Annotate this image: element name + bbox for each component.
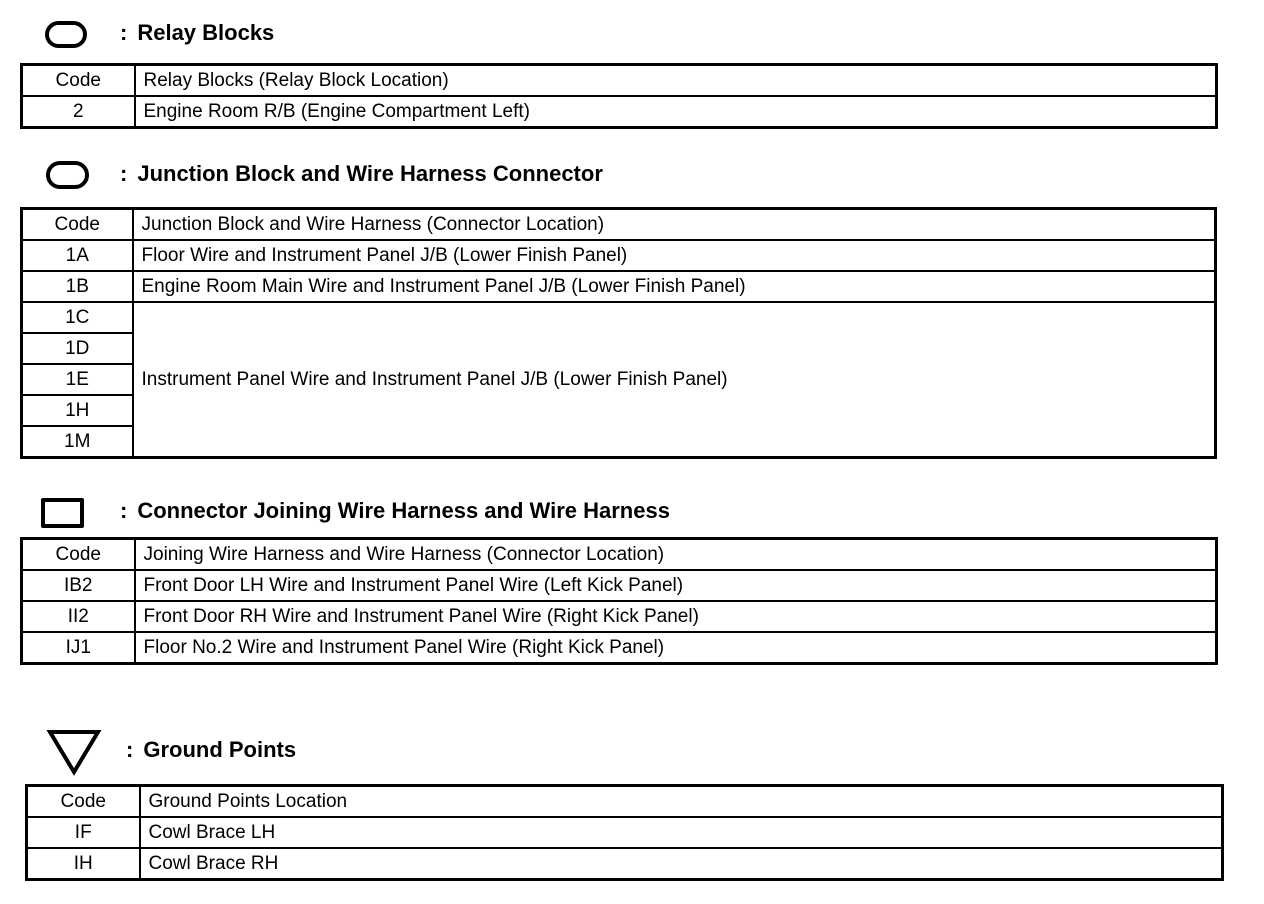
code-header: Code bbox=[22, 209, 133, 241]
code-cell: IB2 bbox=[22, 570, 135, 601]
code-cell: 2 bbox=[22, 96, 135, 128]
location-header: Ground Points Location bbox=[140, 786, 1223, 818]
table-row bbox=[22, 570, 1217, 601]
colon: : bbox=[120, 20, 128, 45]
table-row bbox=[22, 240, 1216, 271]
location-header: Junction Block and Wire Harness (Connector Location) bbox=[133, 209, 1216, 241]
junction-block-table bbox=[20, 207, 1217, 459]
connector-table bbox=[20, 537, 1218, 665]
relay-blocks-title-row bbox=[120, 18, 274, 48]
location-header: Relay Blocks (Relay Block Location) bbox=[135, 65, 1217, 97]
location-cell: Cowl Brace RH bbox=[140, 848, 1223, 880]
code-cell: 1A bbox=[22, 240, 133, 271]
ground-title-row bbox=[126, 735, 296, 765]
section-title: Junction Block and Wire Harness Connector bbox=[137, 161, 603, 186]
location-cell: Floor Wire and Instrument Panel J/B (Lower Finish Panel) bbox=[133, 240, 1216, 271]
table-header-row bbox=[22, 209, 1216, 241]
location-cell: Floor No.2 Wire and Instrument Panel Wire (Right Kick Panel) bbox=[135, 632, 1217, 664]
code-cell: 1B bbox=[22, 271, 133, 302]
ground-points-table bbox=[25, 784, 1224, 881]
colon: : bbox=[120, 161, 128, 186]
code-cell: IJ1 bbox=[22, 632, 135, 664]
table-header-row bbox=[27, 786, 1223, 818]
connector-title-row bbox=[120, 496, 670, 526]
relay-blocks-table bbox=[20, 63, 1218, 129]
colon: : bbox=[126, 737, 134, 762]
connector-rectangle-icon bbox=[41, 498, 84, 528]
code-cell: 1D bbox=[22, 333, 133, 364]
code-header: Code bbox=[22, 65, 135, 97]
relay-block-oval-icon bbox=[45, 21, 87, 48]
code-header: Code bbox=[27, 786, 140, 818]
location-cell: Front Door RH Wire and Instrument Panel Wire (Right Kick Panel) bbox=[135, 601, 1217, 632]
table-row bbox=[22, 302, 1216, 333]
merged-location-cell: Instrument Panel Wire and Instrument Panel J/B (Lower Finish Panel) bbox=[133, 302, 1216, 458]
table-row bbox=[22, 271, 1216, 302]
location-cell: Engine Room Main Wire and Instrument Panel J/B (Lower Finish Panel) bbox=[133, 271, 1216, 302]
section-title: Connector Joining Wire Harness and Wire Harness bbox=[137, 498, 670, 523]
code-header: Code bbox=[22, 539, 135, 571]
location-cell: Front Door LH Wire and Instrument Panel Wire (Left Kick Panel) bbox=[135, 570, 1217, 601]
table-row bbox=[22, 96, 1217, 128]
colon: : bbox=[120, 498, 128, 523]
location-cell: Cowl Brace LH bbox=[140, 817, 1223, 848]
code-cell: IH bbox=[27, 848, 140, 880]
table-row bbox=[22, 632, 1217, 664]
code-cell: 1M bbox=[22, 426, 133, 458]
junction-title-row bbox=[120, 159, 603, 189]
section-title: Relay Blocks bbox=[137, 20, 275, 45]
junction-block-oval-icon bbox=[46, 161, 89, 189]
code-cell: II2 bbox=[22, 601, 135, 632]
ground-triangle-icon bbox=[46, 728, 102, 776]
table-header-row bbox=[22, 539, 1217, 571]
code-cell: 1E bbox=[22, 364, 133, 395]
location-cell: Engine Room R/B (Engine Compartment Left) bbox=[135, 96, 1217, 128]
code-cell: 1H bbox=[22, 395, 133, 426]
table-header-row bbox=[22, 65, 1217, 97]
table-row bbox=[22, 601, 1217, 632]
table-row bbox=[27, 848, 1223, 880]
table-row bbox=[27, 817, 1223, 848]
code-cell: IF bbox=[27, 817, 140, 848]
section-title: Ground Points bbox=[143, 737, 297, 762]
location-header: Joining Wire Harness and Wire Harness (Connector Location) bbox=[135, 539, 1217, 571]
code-cell: 1C bbox=[22, 302, 133, 333]
